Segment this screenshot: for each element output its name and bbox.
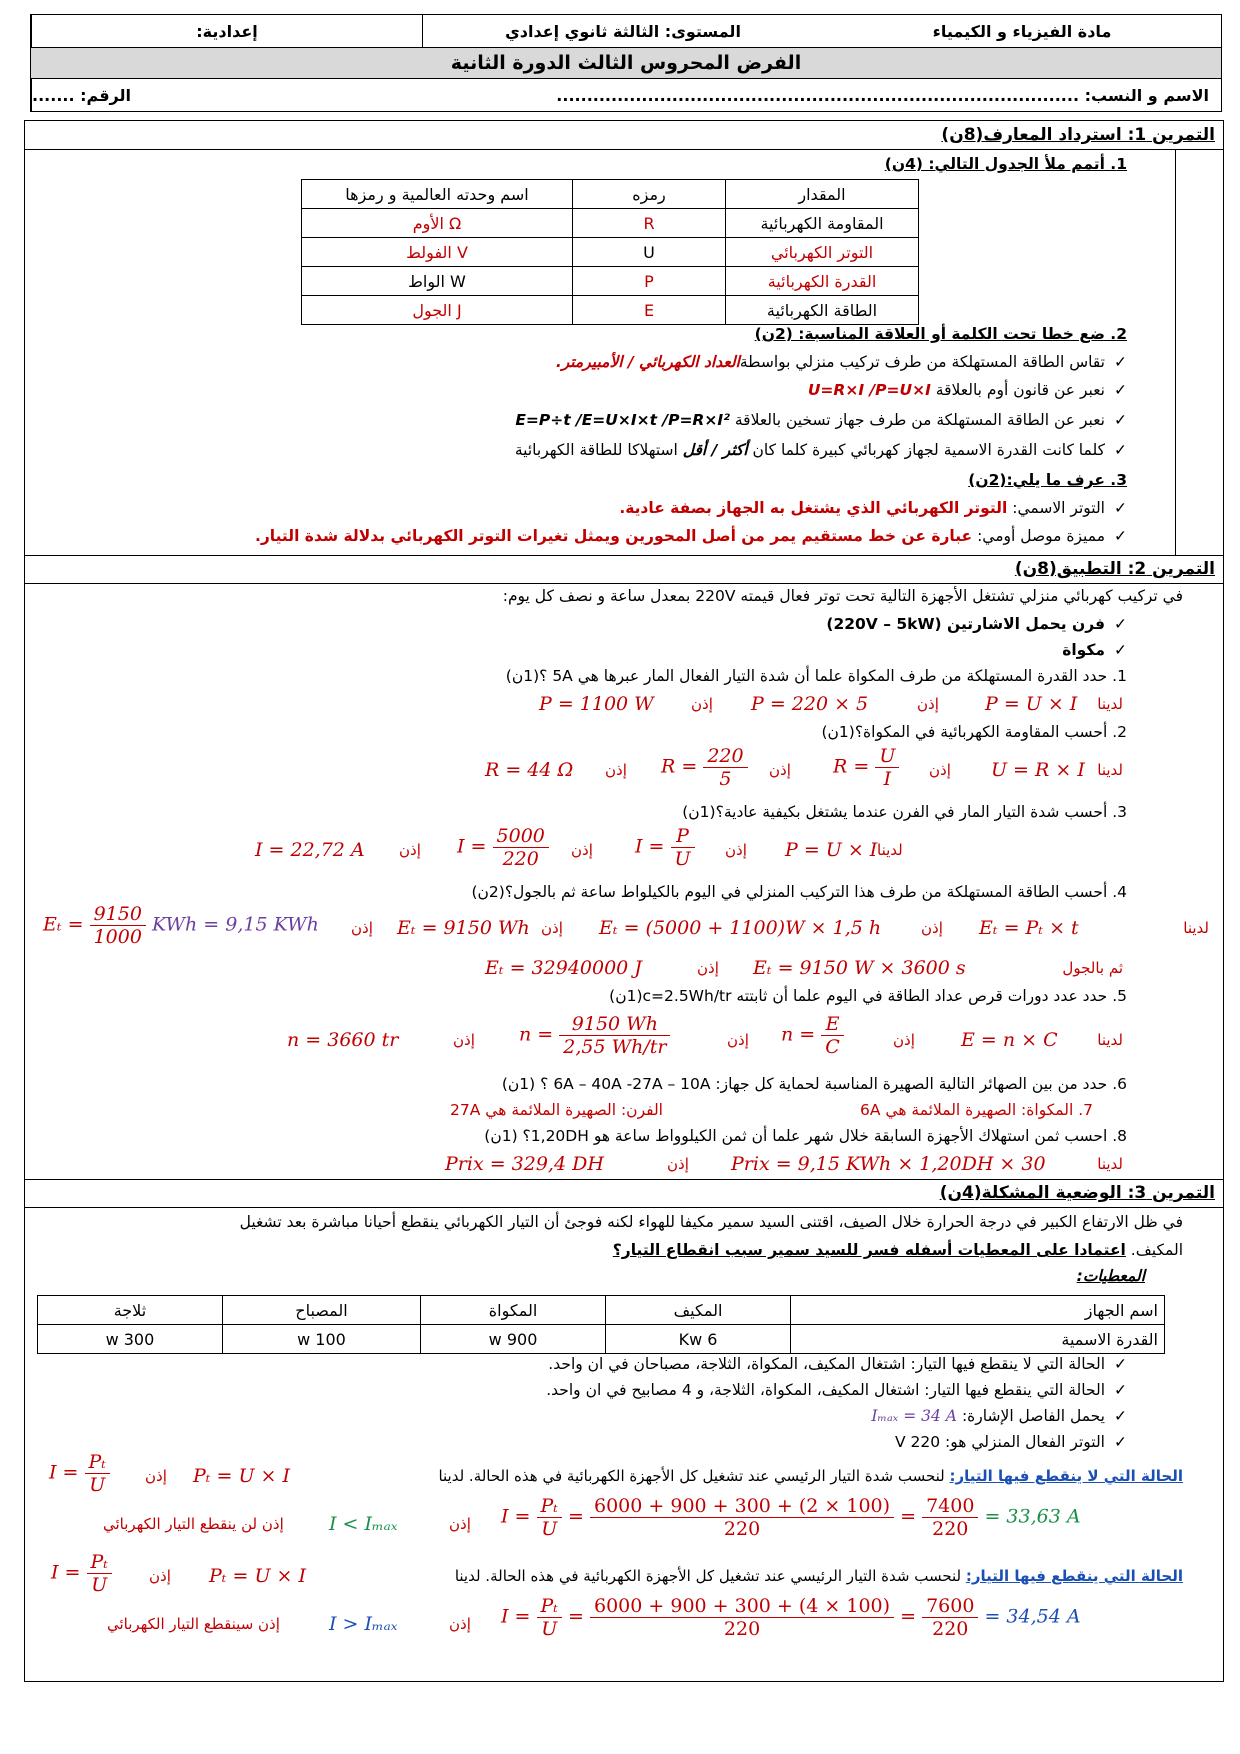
table-row [38,1296,1165,1325]
quantity-cell: الطاقة الكهربائية [726,296,919,325]
lhs: I = [51,1561,81,1584]
numerator: U [875,745,899,768]
case-2-statement [455,1567,1183,1585]
lhs: I = [457,835,487,858]
fraction-equation: I = $\frac{\text{Pₜ}}{U}$ = $\frac{6000 + 900 + 300 + (4 \times 100)}{220}$ = $\frac{7600}{220}$ = 34,54 A [501,1595,1081,1640]
numerator: 9150 Wh [559,1013,670,1036]
numerator: Pₜ [87,1551,112,1574]
energy-kwh-result: KWh = 9,15 KWh [151,913,319,936]
fraction [590,1595,894,1640]
equation-result: I = 22,72 A [255,839,365,861]
col-quantity-header: المقدار [726,180,919,209]
ex3-condition-3 [871,1407,1127,1425]
so-label: إذن [149,1567,171,1585]
statement-text: استهلاكا للطاقة الكهربائية [514,441,678,459]
equation: Pₜ = U × I [209,1565,306,1587]
table-row [38,1325,1165,1354]
col-unit-header: اسم وحدته العالمية و رمزها [302,180,573,209]
fraction [493,825,549,870]
term-label: التوتر الاسمي: [1012,499,1105,517]
symbol-cell: E [573,296,726,325]
equation-result: Prix = 329,4 DH [445,1153,604,1175]
ex2-question-6: 6. حدد من بين الصهائر التالية الصهيرة المناسبة لحماية كل جهاز: 6A – 40A -27A – 10A ؟ (1ن) [501,1075,1127,1093]
denominator: C [825,1036,840,1058]
ex3-condition-1 [548,1355,1127,1373]
check-icon: ✓ [1114,353,1127,371]
answer-text: أكثر / أقل [682,441,748,459]
exercise-2 [25,555,1223,1180]
table-cell: 900 w [421,1325,606,1354]
quantity-cell: القدرة الكهربائية [726,267,919,296]
fraction [537,1595,562,1640]
lhs: I = [49,1461,79,1484]
table-row [302,209,919,238]
so-label: إذن [541,919,563,937]
so-label: إذن [727,1031,749,1049]
fraction [922,1495,978,1540]
denominator: 220 [723,1518,761,1540]
equation-result: R = 44 Ω [485,759,574,781]
ex3-condition-2 [546,1381,1127,1399]
check-icon: ✓ [1114,1355,1127,1373]
school-label: إعدادية: [31,15,422,47]
fraction-equation [51,1551,112,1596]
denominator: U [91,1574,108,1596]
answer-text: U=R×I /P=U×I [807,381,931,399]
fraction [85,1451,110,1496]
fraction [559,1013,670,1058]
condition-text: التوتر الفعال المنزلي هو: 220 V [894,1433,1105,1451]
so-label: إذن [769,761,791,779]
condition-text: يحمل الفاصل الإشارة: [961,1407,1105,1425]
lhs: I = [501,1505,531,1528]
denominator: U [541,1518,558,1540]
fraction-equation [457,825,549,870]
equation: Prix = 9,15 KWh × 1,20DH × 30 [731,1153,1046,1175]
unit-cell: Ω الأوم [302,209,573,238]
denominator: 220 [502,848,539,870]
statement-text: نعبر عن قانون أوم بالعلاقة [935,381,1105,399]
ex2-intro: في تركيب كهربائي منزلي تشتغل الأجهزة التالية تحت توتر فعال قيمته 220V بمعدل ساعة و نصف كل يوم: [502,587,1183,605]
ex1-question-1: 1. أتمم ملأ الجدول التالي: (4ن) [884,155,1127,173]
ex1-q2-line-4 [515,441,1127,459]
numerator: 7600 [922,1595,978,1618]
check-icon: ✓ [1114,1433,1127,1451]
divider [25,583,1223,584]
numerator: P [671,825,695,848]
unit-cell: W الواط [302,267,573,296]
student-number-field[interactable]: الرقم: ....... [31,79,551,111]
ex2-answer-7-iron: 7. المكواة: الصهيرة الملائمة هي 6A [860,1101,1093,1119]
ex2-question-3: 3. أحسب شدة التيار المار في الفرن عندما يشتغل بكيفية عادية؟(1ن) [682,803,1127,821]
given-label: لدينا [1097,695,1123,713]
margin-line [1175,149,1176,555]
lhs: R = [833,755,870,778]
denominator: U [674,848,691,870]
fraction-equation [43,903,319,948]
so-label: إذن [571,841,593,859]
check-icon: ✓ [1114,411,1127,429]
symbol-cell: R [573,209,726,238]
fraction-equation [49,1451,110,1496]
equation-result: n = 3660 tr [287,1029,399,1051]
denominator: U [541,1618,558,1640]
check-icon: ✓ [1114,381,1127,399]
table-cell: المكواة [421,1296,606,1325]
divider [25,1207,1223,1208]
fraction [875,745,899,790]
numerator: E [821,1013,844,1036]
numerator: Pₜ [85,1451,110,1474]
so-label: إذن [893,1031,915,1049]
subject-label: مادة الفيزياء و الكيمياء [932,21,1112,41]
task-text: اعتمادا على المعطيات أسفله فسر للسيد سمير سبب انقطاع التيار؟ [612,1241,1126,1259]
denominator: 220 [723,1618,761,1640]
equation: P = 220 × 5 [751,693,869,715]
fraction [590,1495,894,1540]
equation: Eₜ = 9150 W × 3600 s [753,957,966,979]
term-label: مميزة موصل أومي: [977,527,1105,545]
ex2-device-1 [826,615,1127,633]
equation: Pₜ = U × I [193,1465,290,1487]
fraction [703,745,747,790]
lhs: Eₜ = [43,913,84,936]
exam-title: الفرض المحروس الثالث الدورة الثانية [31,48,1221,79]
data-label: المعطيات: [1076,1267,1145,1285]
header-bottom-row [31,79,1221,111]
so-label: إذن [399,841,421,859]
case-text: لنحسب شدة التيار الرئيسي عند تشغيل كل الأجهزة الكهربائية في هذه الحالة. لدينا [454,1567,962,1585]
statement-text: نعبر عن الطاقة المستهلكة من طرف جهاز تسخين بالعلاقة [734,411,1105,429]
check-icon: ✓ [1114,1407,1127,1425]
fraction [671,825,695,870]
ex2-question-1: 1. حدد القدرة المستهلكة من طرف المكواة علما أن شدة التيار الفعال المار عبرها هي 5A ؟(1ن) [505,667,1127,685]
denominator: I [883,768,892,790]
quantity-cell: المقاومة الكهربائية [726,209,919,238]
exercise-3 [25,1179,1223,1679]
case-title: الحالة التي ينقطع فيها التيار: [965,1567,1183,1585]
ex1-q3-line-1 [619,499,1127,517]
comparison: I < Iₘₐₓ [329,1513,398,1535]
given-label: لدينا [1183,919,1209,937]
so-label: إذن [725,841,747,859]
so-label: إذن [145,1467,167,1485]
fraction [922,1595,978,1640]
fraction-equation [635,825,695,870]
conclusion-text: إذن سينقطع التيار الكهربائي [107,1615,280,1633]
device-text: مكواة [1062,641,1105,659]
fraction-equation [661,745,748,790]
lhs: n = [519,1023,554,1046]
denominator: 1000 [93,926,142,948]
exam-header [30,14,1222,112]
current-result: = 34,54 A [984,1605,1081,1628]
check-icon: ✓ [1114,499,1127,517]
ex1-q3-line-2 [255,527,1127,545]
check-icon: ✓ [1114,615,1127,633]
fraction-equation: I = $\frac{\text{Pₜ}}{U}$ = $\frac{6000 + 900 + 300 + (2 \times 100)}{220}$ = $\frac{7400}{220}$ = 33,63 A [501,1495,1081,1540]
table-row [302,296,919,325]
condition-text: الحالة التي لا ينقطع فيها التيار: اشتغال المكيف، المكواة، الثلاجة، مصباحان في ان واحد. [548,1355,1105,1373]
lhs: I = [635,835,665,858]
so-label: إذن [667,1155,689,1173]
fraction-equation [519,1013,670,1058]
ex2-question-4: 4. أحسب الطاقة المستهلكة من طرف هذا التركيب المنزلي في اليوم بالكيلواط ساعة ثم بالجول؟(2ن) [471,883,1127,901]
exercise-1-title: التمرين 1: استرداد المعارف(8ن) [941,125,1215,145]
given-label: لدينا [1097,1155,1123,1173]
equation-result: P = 1100 W [539,693,654,715]
fraction [537,1495,562,1540]
table-cell: القدرة الاسمية [791,1325,1165,1354]
numerator: 7400 [922,1495,978,1518]
so-label: إذن [605,761,627,779]
devices-table [37,1295,1165,1354]
denominator: U [89,1474,106,1496]
so-label: إذن [449,1615,471,1633]
numerator: 9150 [90,903,146,926]
fraction-equation [833,745,899,790]
check-icon: ✓ [1114,641,1127,659]
fraction [90,903,146,948]
table-cell: 100 w [222,1325,420,1354]
equation: U = R × I [991,759,1085,781]
so-label: إذن [929,761,951,779]
denominator: 220 [932,1618,969,1640]
case-title: الحالة التي لا ينقطع فيها التيار: [949,1467,1183,1485]
equation: P = U × I [985,693,1078,715]
fraction-equation [781,1013,844,1058]
ex2-question-2: 2. أحسب المقاومة الكهربائية في المكواة؟(1ن) [821,723,1127,741]
unit-cell: V الفولط [302,238,573,267]
answer-text: العداد الكهربائي / الأمبيرمتر. [555,353,740,371]
ex1-q2-line-3 [515,411,1127,429]
joule-label: ثم بالجول [1062,959,1123,977]
so-label: إذن [697,959,719,977]
statement-text: تقاس الطاقة المستهلكة من طرف تركيب منزلي بواسطة [739,353,1105,371]
so-label: إذن [691,695,713,713]
ex2-question-5: 5. حدد عدد دورات قرص عداد الطاقة في اليوم علما أن ثابتته c=2.5Wh/tr(1ن) [609,987,1127,1005]
student-name-field[interactable]: الاسم و النسب: ...................................................................................... [556,85,1209,105]
condition-text: الحالة التي ينقطع فيها التيار: اشتغال المكيف، المكواة، الثلاجة، و 4 مصابيح في ان واحد. [546,1381,1105,1399]
exercise-2-title: التمرين 2: التطبيق(8ن) [1014,559,1215,579]
ex1-q2-line-2 [808,381,1127,399]
level-label: المستوى: الثالثة ثانوي إعدادي [422,15,823,47]
equation-result: Eₜ = 32940000 J [485,957,642,979]
fraction [821,1013,844,1058]
ex3-intro-line-2 [613,1241,1183,1259]
quantity-cell: التوتر الكهربائي [726,238,919,267]
so-label: إذن [351,919,373,937]
intro-text: المكيف. [1130,1241,1183,1259]
lhs: R = [661,755,698,778]
denominator: 220 [932,1518,969,1540]
denominator: 5 [719,768,732,790]
equation: Eₜ = 9150 Wh [397,917,530,939]
ex1-question-3: 3. عرف ما يلي:(2ن) [968,471,1127,489]
check-icon: ✓ [1114,441,1127,459]
fraction [87,1551,112,1596]
numerator: 6000 + 900 + 300 + (4 × 100) [590,1595,894,1618]
units-table [301,179,919,325]
case-1-statement [438,1467,1183,1485]
table-row [302,238,919,267]
symbol-cell: P [573,267,726,296]
current-result: = 33,63 A [984,1505,1081,1528]
conclusion-text: إذن لن ينقطع التيار الكهربائي [103,1515,284,1533]
header-top-row [31,15,1221,48]
numerator: Pₜ [537,1595,562,1618]
table-row [302,267,919,296]
table-header-row [302,180,919,209]
ex2-answer-7-oven: الفرن: الصهيرة الملائمة هي 27A [450,1101,663,1119]
definition-text: التوتر الكهربائي الذي يشتغل به الجهاز بصفة عادية. [619,499,1008,517]
numerator: Pₜ [537,1495,562,1518]
table-cell: 300 w [38,1325,223,1354]
equation: E = n × C [961,1029,1058,1051]
device-text: فرن يحمل الاشارتين (220V – 5kW) [826,615,1105,633]
divider [25,149,1223,150]
case-text: لنحسب شدة التيار الرئيسي عند تشغيل كل الأجهزة الكهربائية في هذه الحالة. لدينا [438,1467,945,1485]
check-icon: ✓ [1114,1381,1127,1399]
table-cell: 6 Kw [605,1325,790,1354]
unit-cell: J الجول [302,296,573,325]
symbol-cell: U [573,238,726,267]
ex3-condition-4 [895,1433,1127,1451]
ex2-device-2 [1062,641,1127,659]
equation: P = U × I [785,839,878,861]
numerator: 220 [703,745,747,768]
breaker-rating: Iₘₐₓ = 34 A [871,1407,957,1425]
ex3-intro-line-1: في ظل الارتفاع الكبير في درجة الحرارة خلال الصيف، اقتنى السيد سمير مكيفا للهواء لكنه فوجئ أن التيار الكهربائي ينقطع أحيانا مباشرة بعد تشغيل [239,1213,1183,1231]
given-label: لدينا [877,841,903,859]
denominator: 2,55 Wh/tr [563,1036,667,1058]
table-cell: اسم الجهاز [791,1296,1165,1325]
definition-text: عبارة عن خط مستقيم يمر من أصل المحورين ويمثل تغيرات التوتر الكهربائي بدلالة شدة التيار. [254,527,973,545]
so-label: إذن [449,1515,471,1533]
exam-body [24,120,1224,1682]
col-symbol-header: رمزه [573,180,726,209]
equation: Eₜ = (5000 + 1100)W × 1,5 h [599,917,882,939]
so-label: إذن [453,1031,475,1049]
table-cell: ثلاجة [38,1296,223,1325]
given-label: لدينا [1097,761,1123,779]
exercise-1 [25,121,1223,556]
table-cell: المصباح [222,1296,420,1325]
lhs: n = [781,1023,816,1046]
ex1-question-2: 2. ضع خطا تحت الكلمة أو العلاقة المناسبة: (2ن) [754,325,1127,343]
statement-text: كلما كانت القدرة الاسمية لجهاز كهربائي كبيرة كلما كان [752,441,1105,459]
comparison: I > Iₘₐₓ [329,1613,398,1635]
ex1-q2-line-1 [556,353,1127,371]
equation: Eₜ = Pₜ × t [979,917,1079,939]
given-label: لدينا [1097,1031,1123,1049]
so-label: إذن [917,695,939,713]
numerator: 6000 + 900 + 300 + (2 × 100) [590,1495,894,1518]
so-label: إذن [921,919,943,937]
ex2-question-8: 8. احسب ثمن استهلاك الأجهزة السابقة خلال شهر علما أن ثمن الكيلوواط ساعة هو 1,20DH؟ (1ن) [484,1127,1127,1145]
lhs: I = [501,1605,531,1628]
answer-text: E=P÷t /E=U×I×t /P=R×I² [515,411,730,429]
numerator: 5000 [493,825,549,848]
exercise-3-title: التمرين 3: الوضعية المشكلة(4ن) [939,1183,1215,1203]
check-icon: ✓ [1114,527,1127,545]
table-cell: المكيف [605,1296,790,1325]
